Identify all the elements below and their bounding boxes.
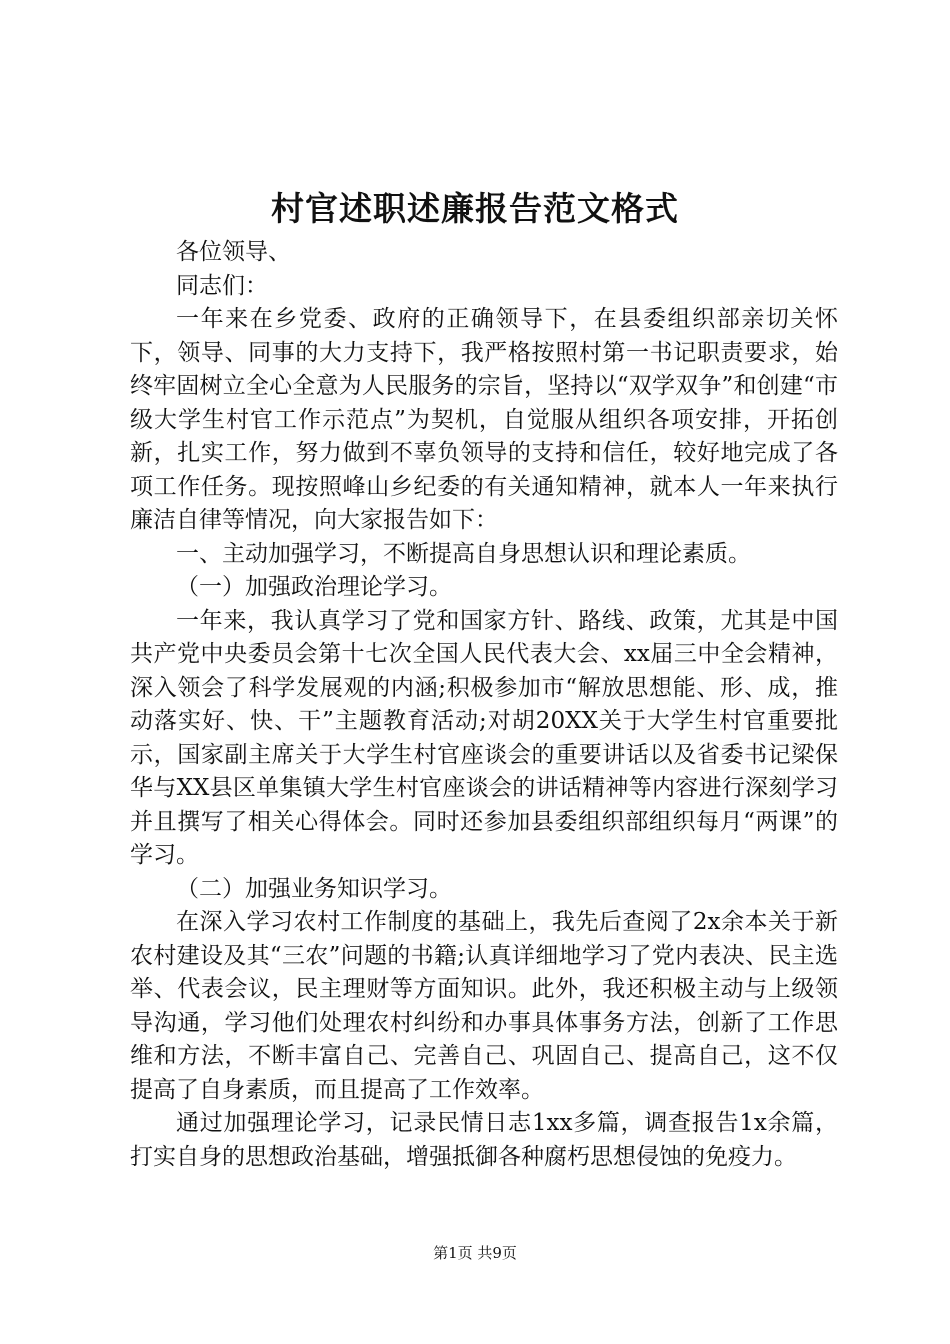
document-body (130, 236, 838, 1174)
body-paragraph-2: 在深入学习农村工作制度的基础上，我先后查阅了2x余本关于新农村建设及其“三农”问题的书籍;认真详细地学习了党内表决、民主选举、代表会议，民主理财等方面知识。此外，我还积极主动与上级领导沟通，学习他们处理农村纠纷和办事具体事务方法，创新了工作思维和方法，不断丰富自己、完善自己、巩固自己、提高自己，这不仅提高了自身素质，而且提高了工作效率。 (130, 909, 838, 1103)
salutation-line-2: 同志们： (176, 272, 268, 299)
section-heading-1: 一、主动加强学习，不断提高自身思想认识和理论素质。 (176, 540, 751, 567)
intro-paragraph: 一年来在乡党委、政府的正确领导下，在县委组织部亲切关怀下，领导、同事的大力支持下，我严格按照村第一书记职责要求，始终牢固树立全心全意为人民服务的宗旨，坚持以“双学双争”和创建“市级大学生村官工作示范点”为契机，自觉服从组织各项安排，开拓创新，扎实工作，努力做到不辜负领导的支持和信任，较好地完成了各项工作任务。现按照峰山乡纪委的有关通知精神，就本人一年来执行廉洁自律等情况，向大家报告如下： (130, 306, 838, 533)
subsection-heading-1: （一）加强政治理论学习。 (176, 574, 452, 600)
subsection-heading-2: （二）加强业务知识学习。 (176, 875, 452, 902)
body-paragraph-1: 一年来，我认真学习了党和国家方针、路线、政策，尤其是中国共产党中央委员会第十七次全国人民代表大会、xx届三中全会精神，深入领会了科学发展观的内涵;积极参加市“解放思想能、形、成，推动落实好、快、干”主题教育活动;对胡20XX关于大学生村官重要批示，国家副主席关于大学生村官座谈会的重要讲话以及省委书记梁保华与XX县区单集镇大学生村官座谈会的讲话精神等内容进行深刻学习并且撰写了相关心得体会。同时还参加县委组织部组织每月“两课”的学习。 (130, 607, 838, 868)
body-paragraph-3: 通过加强理论学习，记录民情日志1xx多篇，调查报告1x余篇，打实自身的思想政治基础，增强抵御各种腐朽思想侵蚀的免疫力。 (130, 1110, 838, 1170)
salutation-line-1: 各位领导、 (176, 239, 291, 265)
document-title: 村官述职述廉报告范文格式 (271, 189, 679, 228)
page-number-footer: 第1页 共9页 (433, 1244, 517, 1262)
